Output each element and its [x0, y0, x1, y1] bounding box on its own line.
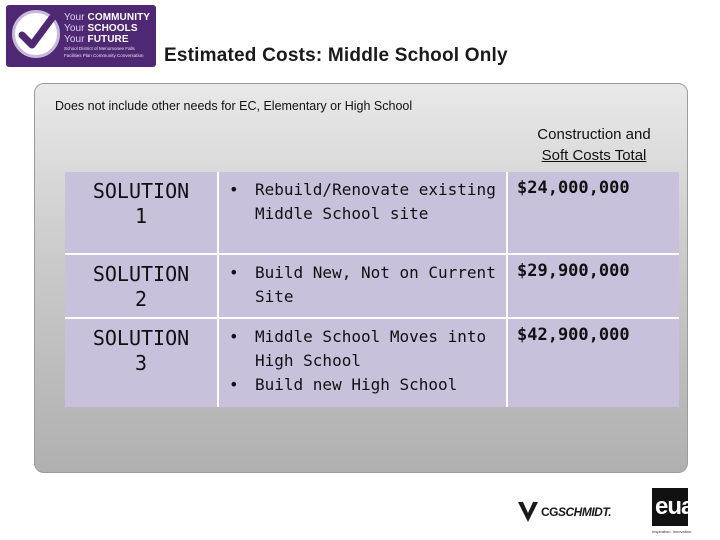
solution-cost: $29,900,000	[507, 254, 679, 318]
eua-wordmark: eua	[655, 493, 694, 520]
logo-line-2: Your SCHOOLS	[64, 23, 138, 34]
list-item: • Rebuild/Renovate existing Middle School site	[229, 178, 506, 226]
cost-header-line-2: Soft Costs Total	[541, 147, 647, 164]
list-item: • Build new High School	[229, 373, 506, 397]
cost-header-line-1: Construction and	[537, 126, 651, 143]
solution-description	[218, 254, 507, 318]
solution-description	[218, 318, 507, 407]
cg-chevron-icon	[517, 500, 539, 526]
solutions-table	[65, 172, 679, 407]
logo-circle	[12, 10, 60, 58]
page-title: Estimated Costs: Middle School Only	[164, 45, 508, 66]
table-row	[65, 318, 679, 407]
solution-description	[218, 172, 507, 254]
logo-small-1: School District of Menomonee Falls	[64, 46, 135, 51]
scope-note: Does not include other needs for EC, Elementary or High School	[55, 99, 413, 113]
schmidt-text: SCHMIDT.	[558, 505, 612, 519]
eua-logo	[652, 488, 710, 536]
table-row	[65, 254, 679, 318]
bullet-icon: •	[229, 180, 239, 199]
logo-line-1: Your COMMUNITY	[64, 12, 151, 23]
checkmark-icon	[15, 13, 57, 55]
list-item: • Build New, Not on Current Site	[229, 261, 506, 309]
logo-line-3: Your FUTURE	[64, 34, 129, 45]
cg-text: CG	[541, 505, 558, 519]
solution-label: SOLUTION 2	[65, 254, 218, 318]
eua-tagline: Inspiration. Innovation.	[652, 529, 693, 534]
cg-schmidt-logo	[517, 498, 627, 528]
table-row	[65, 172, 679, 254]
bullet-icon: •	[229, 375, 239, 394]
solution-label: SOLUTION 1	[65, 172, 218, 254]
community-logo	[6, 5, 156, 67]
solution-label: SOLUTION 3	[65, 318, 218, 407]
logo-small-2: Facilities Plan Community Conversation	[64, 52, 144, 58]
bullet-icon: •	[229, 327, 239, 346]
cost-column-header	[509, 124, 679, 166]
content-panel	[34, 83, 688, 473]
list-item: • Middle School Moves into High School	[229, 325, 506, 373]
bullet-icon: •	[229, 263, 239, 282]
solution-cost: $24,000,000	[507, 172, 679, 254]
solution-cost: $42,900,000	[517, 325, 630, 345]
